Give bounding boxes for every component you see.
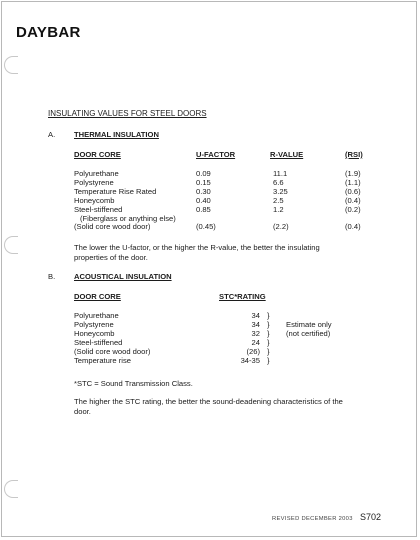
r-value-cell: 3.25 (273, 186, 288, 196)
document-code: S702 (360, 512, 382, 522)
r-value-cell: 6.6 (273, 177, 284, 187)
door-core-cell: Honeycomb (74, 195, 115, 205)
rsi-cell: (0.4) (345, 195, 361, 205)
stc-rating-cell: 34 (251, 319, 260, 329)
section-b-letter: B. (48, 272, 56, 281)
brace-mark: } (267, 319, 270, 329)
revision-date: REVISED DECEMBER 2003 (272, 516, 353, 522)
column-header-door-core: DOOR CORE (74, 150, 121, 159)
column-header-rsi: (RSI) (345, 150, 363, 159)
stc-rating-cell: 34-35 (240, 355, 260, 365)
section-a-letter: A. (48, 130, 56, 139)
door-core-cell: Steel-stiffened (74, 337, 123, 347)
rsi-cell: (0.2) (345, 204, 361, 214)
stc-rating-cell: 24 (251, 337, 260, 347)
brand-logo: DAYBAR (16, 24, 81, 41)
u-factor-cell: 0.30 (196, 186, 211, 196)
u-factor-cell: 0.15 (196, 177, 211, 187)
brace-mark: } (267, 328, 270, 338)
brace-mark: } (267, 346, 270, 356)
page-border (1, 1, 417, 537)
door-core-cell: Honeycomb (74, 328, 115, 338)
door-core-cell: (Solid core wood door) (74, 346, 151, 356)
r-value-cell: 2.5 (273, 195, 284, 205)
remark-cell: (not certified) (286, 328, 331, 338)
section-b-heading: ACOUSTICAL INSULATION (74, 272, 172, 281)
door-core-cell: Polyurethane (74, 311, 119, 320)
thermal-note-line: properties of the door. (74, 253, 148, 262)
door-core-cell: Polystyrene (74, 319, 114, 329)
stc-rating-cell: (26) (246, 346, 260, 356)
stc-rating-cell: 34 (251, 311, 260, 320)
r-value-cell: 11.1 (273, 169, 288, 178)
stc-footnote: *STC = Sound Transmission Class. (74, 379, 193, 388)
door-core-cell: (Solid core wood door) (74, 222, 151, 232)
remark-cell: Estimate only (286, 319, 332, 329)
brace-mark: } (267, 355, 270, 365)
door-core-cell: Temperature Rise Rated (74, 186, 157, 196)
r-value-cell: (2.2) (273, 222, 289, 232)
acoustic-note-line: door. (74, 407, 91, 416)
u-factor-cell: 0.40 (196, 195, 211, 205)
door-core-cell: Temperature rise (74, 355, 131, 365)
door-core-cell: Steel-stiffened (74, 204, 123, 214)
thermal-note-line: The lower the U-factor, or the higher the R-value, the better the insulating (74, 243, 320, 252)
document-title: INSULATING VALUES FOR STEEL DOORS (48, 109, 207, 118)
column-header-u-factor: U-FACTOR (196, 150, 236, 159)
acoustic-note-line: The higher the STC rating, the better the sound-deadening characteristics of the (74, 397, 343, 406)
punch-hole-mark (4, 236, 18, 254)
door-core-cell: (Fiberglass or anything else) (80, 213, 176, 223)
punch-hole-mark (4, 480, 18, 498)
rsi-cell: (0.6) (345, 186, 361, 196)
u-factor-cell: 0.09 (196, 169, 211, 178)
brace-mark: } (267, 337, 270, 347)
u-factor-cell: (0.45) (196, 222, 216, 232)
stc-rating-cell: 32 (251, 328, 260, 338)
punch-hole-mark (4, 56, 18, 74)
door-core-cell: Polystyrene (74, 177, 114, 187)
brace-mark: } (267, 311, 270, 320)
r-value-cell: 1.2 (273, 204, 284, 214)
rsi-cell: (0.4) (345, 222, 361, 232)
rsi-cell: (1.1) (345, 177, 361, 187)
u-factor-cell: 0.85 (196, 204, 211, 214)
section-a-heading: THERMAL INSULATION (74, 130, 159, 139)
door-core-cell: Polyurethane (74, 169, 119, 178)
column-header-door-core: DOOR CORE (74, 292, 121, 301)
column-header-stc-rating: STC*RATING (219, 292, 266, 301)
rsi-cell: (1.9) (345, 169, 361, 178)
column-header-r-value: R-VALUE (270, 150, 304, 159)
